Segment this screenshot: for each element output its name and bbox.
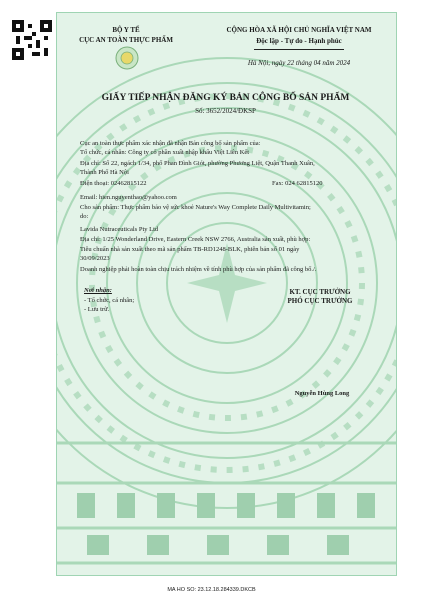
responsibility-statement: Doanh nghiệp phải hoàn toàn chịu trách nhiệm về tính phù hợp của sản phẩm đã công bố./.: [80, 266, 317, 273]
signer-title-2: PHÓ CỤC TRƯỞNG: [287, 297, 353, 305]
bottom-pattern: [57, 433, 396, 575]
dossier-code: MA HO SO: 23.12.18.284339.DKCB: [167, 587, 256, 593]
standard-line-1: Tiêu chuẩn nhà sản xuất theo mã sản phẩm TB-RD1248-BLK, phiên bản số 01 ngày: [80, 246, 300, 253]
ministry-name: BỘ Y TẾ: [112, 26, 140, 34]
signer-name: Nguyễn Hùng Long: [294, 390, 350, 397]
document-number: Số: 3652/2024/ĐKSP: [195, 107, 256, 115]
manufacturer-address: Địa chỉ: 1/25 Wonderland Drive, Eastern Creek NSW 2766, Australia sản xuất, phù hợp:: [80, 236, 311, 243]
fax: Fax: 024 62815120: [272, 180, 323, 187]
department-logo: [115, 46, 139, 70]
recipients-label: Nơi nhận:: [84, 287, 112, 294]
product-line-1: Cho sản phẩm: Thực phẩm bảo vệ sức khoẻ Nature's Way Complete Daily Multivitamin;: [80, 204, 311, 211]
address-line-2: Thành Phố Hà Nội: [80, 169, 129, 176]
phone: Điện thoại: 02462815122: [80, 180, 147, 187]
country-name: CỘNG HÒA XÃ HỘI CHỦ NGHĨA VIỆT NAM: [226, 26, 372, 34]
address-line-1: Địa chỉ: Số 22, ngách 1/34, phố Phan Đình Giót, phường Phương Liệt, Quận Thanh Xuân,: [80, 160, 315, 167]
recipient-item: - Tổ chức, cá nhân;: [84, 297, 135, 304]
national-motto: Độc lập - Tự do - Hạnh phúc: [256, 37, 342, 45]
product-line-2: do:: [80, 213, 89, 220]
motto-underline: [254, 49, 344, 50]
department-name: CỤC AN TOÀN THỰC PHẨM: [79, 36, 173, 44]
signer-title-1: KT. CỤC TRƯỞNG: [289, 288, 351, 296]
email: Email: hien.nguyenthao@yahoo.com: [80, 194, 177, 201]
issue-date: Hà Nội, ngày 22 tháng 04 năm 2024: [247, 59, 351, 67]
intro-text: Cục an toàn thực phẩm xác nhận đã nhận Bản công bố sản phẩm của:: [80, 140, 261, 147]
document-title: GIẤY TIẾP NHẬN ĐĂNG KÝ BẢN CÔNG BỐ SẢN PHẨM: [101, 93, 350, 103]
organization: Tổ chức, cá nhân: Công ty cổ phần xuất nhập khẩu Việt Liên Kết: [80, 149, 250, 156]
manufacturer: Lavida Nutraceuticals Pty Ltd: [80, 226, 159, 233]
standard-line-2: 30/09/2023: [80, 255, 110, 262]
recipient-item: - Lưu trữ.: [84, 306, 110, 313]
qr-code: [12, 20, 52, 60]
